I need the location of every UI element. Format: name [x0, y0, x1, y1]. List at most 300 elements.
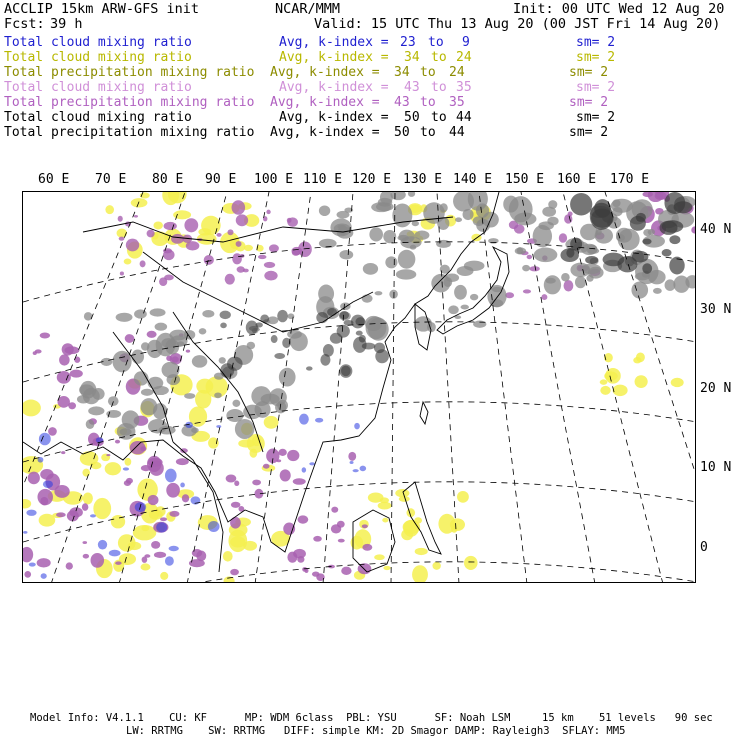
- high-cloud-patch: [330, 218, 351, 236]
- low-cloud-patch: [125, 458, 132, 466]
- high-cloud-patch: [112, 351, 131, 373]
- thin-cloud-patch: [360, 466, 367, 472]
- high-cloud-core: [669, 235, 680, 244]
- high-cloud-patch: [117, 423, 136, 440]
- high-cloud-patch: [522, 265, 530, 272]
- mid-cloud-patch: [232, 200, 246, 214]
- model-info-line1: Model Info: V4.1.1 CU: KF MP: WDM 6class PBL: YSU SF: Noah LSM 15 km 51 levels 90 sec: [30, 712, 713, 724]
- lon-label: 90 E: [205, 172, 237, 187]
- high-cloud-patch: [612, 207, 623, 216]
- legend-row-3-kfrom: 43: [404, 80, 420, 95]
- mid-cloud-patch: [298, 241, 312, 257]
- low-cloud-patch: [395, 489, 409, 497]
- high-cloud-patch: [454, 285, 467, 300]
- legend-row-4-sm: sm= 2: [569, 95, 609, 110]
- high-cloud-core: [560, 248, 578, 262]
- high-cloud-core: [274, 353, 285, 359]
- mid-cloud-patch: [160, 517, 167, 521]
- mid-cloud-patch: [126, 478, 133, 484]
- thin-cloud-patch: [43, 480, 53, 488]
- mid-cloud-patch: [236, 214, 248, 226]
- high-cloud-patch: [235, 419, 255, 439]
- lat-label: 20 N: [700, 381, 732, 396]
- high-cloud-patch: [184, 393, 195, 399]
- thin-cloud-patch: [216, 425, 221, 428]
- mid-cloud-patch: [231, 502, 241, 508]
- mid-cloud-patch: [338, 539, 345, 543]
- low-cloud-patch: [264, 416, 279, 429]
- high-cloud-patch: [378, 198, 392, 207]
- high-cloud-patch: [86, 419, 95, 429]
- mid-cloud-patch: [118, 216, 123, 222]
- high-cloud-patch: [375, 291, 383, 295]
- mid-cloud-patch: [313, 536, 322, 542]
- legend-row-3-name: Total cloud mixing ratio: [4, 80, 192, 95]
- low-cloud-patch: [223, 551, 233, 562]
- mid-cloud-patch: [83, 554, 89, 559]
- lon-label: 150 E: [505, 172, 545, 187]
- legend-row-2-kfrom: 34: [394, 65, 410, 80]
- lon-label: 140 E: [453, 172, 493, 187]
- mid-cloud-patch: [48, 427, 57, 436]
- high-cloud-patch: [398, 250, 416, 269]
- high-cloud-patch: [616, 234, 625, 241]
- mid-cloud-patch: [362, 524, 368, 528]
- mid-cloud-patch: [263, 464, 270, 469]
- mid-cloud-patch: [126, 239, 139, 252]
- lat-label: 40 N: [700, 222, 732, 237]
- high-cloud-patch: [199, 328, 207, 334]
- high-cloud-patch: [363, 263, 378, 275]
- legend-row-2-avg: Avg, k-index =: [270, 65, 380, 80]
- title: ACCLIP 15km ARW-GFS init: [4, 1, 200, 17]
- legend-row-3-sm: sm= 2: [576, 80, 616, 95]
- thin-cloud-patch: [165, 469, 177, 483]
- legend-row-1-kto: 24: [456, 50, 472, 65]
- high-cloud-patch: [318, 285, 334, 303]
- lon-label: 130 E: [403, 172, 443, 187]
- high-cloud-core: [327, 308, 337, 316]
- lon-label: 160 E: [557, 172, 597, 187]
- forecast-label: Fcst:: [4, 16, 45, 32]
- legend-row-2-name: Total precipitation mixing ratio: [4, 65, 255, 80]
- high-cloud-patch: [545, 278, 555, 284]
- low-cloud-patch: [105, 462, 121, 475]
- high-cloud-patch: [534, 248, 558, 263]
- high-cloud-patch: [88, 406, 104, 415]
- high-cloud-patch: [232, 400, 240, 407]
- high-cloud-patch: [461, 305, 469, 310]
- high-cloud-patch: [161, 338, 176, 348]
- mid-cloud-patch: [171, 234, 184, 244]
- mid-cloud-patch: [362, 544, 372, 551]
- high-cloud-patch: [436, 240, 451, 248]
- mid-cloud-patch: [134, 215, 138, 218]
- high-cloud-patch: [470, 294, 478, 301]
- high-cloud-patch: [612, 199, 620, 207]
- high-cloud-patch: [339, 250, 353, 260]
- mid-cloud-patch: [64, 346, 79, 354]
- low-cloud-patch: [457, 491, 469, 503]
- low-cloud-patch: [140, 563, 150, 570]
- mid-cloud-patch: [564, 280, 574, 291]
- legend-row-0-kfrom: 23: [400, 35, 416, 50]
- low-cloud-patch: [382, 518, 388, 523]
- high-cloud-patch: [561, 273, 570, 281]
- high-cloud-core: [362, 343, 376, 350]
- legend-row-1-to: to: [431, 50, 447, 65]
- low-cloud-patch: [633, 357, 641, 363]
- high-cloud-patch: [319, 206, 330, 217]
- legend-row-3-to: to: [431, 80, 447, 95]
- legend-row-6-sm: sm= 2: [569, 125, 609, 140]
- mid-cloud-patch: [293, 478, 306, 485]
- low-cloud-patch: [450, 518, 465, 531]
- high-cloud-core: [220, 363, 234, 378]
- legend-row-0-sm: sm= 2: [576, 35, 616, 50]
- mid-cloud-patch: [59, 354, 70, 365]
- high-cloud-core: [374, 343, 385, 354]
- mid-cloud-patch: [66, 562, 73, 569]
- thin-cloud-patch: [180, 483, 185, 488]
- mid-cloud-patch: [28, 472, 40, 485]
- low-cloud-patch: [201, 216, 221, 235]
- high-cloud-core: [323, 344, 334, 357]
- high-cloud-patch: [515, 247, 526, 254]
- low-cloud-patch: [23, 499, 31, 508]
- high-cloud-core: [664, 192, 685, 214]
- low-cloud-patch: [117, 228, 127, 237]
- legend-row-5-sm: sm= 2: [576, 110, 616, 125]
- legend-row-1-name: Total cloud mixing ratio: [4, 50, 192, 65]
- legend-row-4-name: Total precipitation mixing ratio: [4, 95, 255, 110]
- low-cloud-patch: [131, 198, 148, 207]
- legend-row-5-name: Total cloud mixing ratio: [4, 110, 192, 125]
- high-cloud-patch: [155, 323, 168, 331]
- legend-row-0-to: to: [428, 35, 444, 50]
- thin-cloud-patch: [208, 521, 220, 532]
- legend-row-1-sm: sm= 2: [576, 50, 616, 65]
- mid-cloud-patch: [252, 480, 261, 486]
- high-cloud-patch: [423, 202, 445, 224]
- high-cloud-core: [255, 322, 262, 327]
- high-cloud-core: [277, 310, 288, 322]
- mid-cloud-patch: [204, 255, 214, 265]
- thin-cloud-patch: [156, 522, 167, 532]
- low-cloud-patch: [351, 536, 363, 550]
- low-cloud-patch: [415, 548, 428, 555]
- thin-cloud-patch: [302, 467, 307, 472]
- mid-cloud-patch: [276, 459, 281, 462]
- low-cloud-patch: [82, 469, 90, 477]
- coastline-taiwan: [420, 402, 428, 424]
- high-cloud-core: [339, 364, 352, 378]
- thin-cloud-patch: [123, 467, 129, 470]
- low-cloud-patch: [90, 462, 101, 469]
- mid-cloud-patch: [56, 512, 66, 517]
- high-cloud-core: [220, 311, 231, 319]
- lat-label: 0: [700, 540, 708, 555]
- high-cloud-patch: [226, 409, 243, 422]
- forecast-map[interactable]: [22, 191, 696, 583]
- mid-cloud-patch: [37, 558, 51, 567]
- legend-row-6-avg: Avg, k-index =: [270, 125, 380, 140]
- mid-cloud-patch: [266, 210, 270, 215]
- mid-cloud-patch: [341, 567, 351, 575]
- cloud-field-layer: [23, 192, 696, 583]
- legend-row-4-to: to: [420, 95, 436, 110]
- mid-cloud-patch: [33, 351, 37, 355]
- mid-cloud-patch: [169, 511, 179, 517]
- lat-label: 30 N: [700, 302, 732, 317]
- mid-cloud-patch: [287, 218, 292, 223]
- mid-cloud-patch: [115, 561, 122, 565]
- high-cloud-patch: [153, 403, 167, 419]
- mid-cloud-patch: [523, 289, 531, 293]
- high-cloud-patch: [141, 342, 149, 350]
- lon-label: 80 E: [152, 172, 184, 187]
- low-cloud-patch: [635, 375, 648, 388]
- mid-cloud-patch: [186, 350, 190, 353]
- mid-cloud-patch: [148, 495, 159, 505]
- legend-row-1-avg: Avg, k-index =: [279, 50, 389, 65]
- legend-row-5-to: to: [431, 110, 447, 125]
- mid-cloud-patch: [243, 269, 249, 273]
- high-cloud-patch: [408, 192, 415, 197]
- legend-row-5-kto: 44: [456, 110, 472, 125]
- legend-row-0-avg: Avg, k-index =: [279, 35, 389, 50]
- mid-cloud-patch: [144, 554, 150, 557]
- high-cloud-core: [642, 263, 652, 274]
- high-cloud-patch: [279, 368, 296, 387]
- legend-row-5-kfrom: 50: [404, 110, 420, 125]
- mid-cloud-patch: [236, 241, 242, 247]
- mid-cloud-patch: [147, 331, 157, 338]
- thin-cloud-patch: [39, 433, 51, 446]
- mid-cloud-patch: [264, 271, 277, 281]
- lon-label: 70 E: [95, 172, 127, 187]
- lon-label: 60 E: [38, 172, 70, 187]
- high-cloud-patch: [147, 340, 163, 358]
- high-cloud-patch: [108, 396, 119, 406]
- high-cloud-patch: [92, 388, 104, 400]
- mid-cloud-patch: [527, 255, 532, 259]
- high-cloud-patch: [581, 264, 601, 275]
- mid-cloud-patch: [141, 465, 151, 471]
- mid-cloud-patch: [40, 333, 50, 339]
- mid-cloud-patch: [115, 440, 120, 444]
- mid-cloud-patch: [130, 441, 146, 454]
- mid-cloud-patch: [68, 402, 76, 409]
- init-time: Init: 00 UTC Wed 12 Aug 20: [513, 1, 725, 17]
- low-cloud-patch: [412, 565, 428, 583]
- thin-cloud-patch: [354, 423, 360, 430]
- mid-cloud-patch: [37, 489, 53, 505]
- high-cloud-patch: [396, 269, 416, 279]
- high-cloud-core: [591, 208, 614, 227]
- low-cloud-patch: [600, 386, 610, 395]
- thin-cloud-patch: [353, 469, 359, 472]
- forecast-hours: 39 h: [50, 16, 83, 32]
- high-cloud-patch: [191, 428, 199, 433]
- mid-cloud-patch: [691, 226, 696, 233]
- mid-cloud-patch: [278, 449, 286, 456]
- thin-cloud-patch: [299, 414, 309, 425]
- mid-cloud-patch: [226, 474, 237, 482]
- low-cloud-patch: [133, 525, 157, 540]
- high-cloud-patch: [548, 200, 557, 209]
- mid-cloud-patch: [302, 567, 307, 572]
- mid-cloud-patch: [298, 515, 309, 523]
- legend-row-2-sm: sm= 2: [569, 65, 609, 80]
- model-info-line2: LW: RRTMG SW: RRTMG DIFF: simple KM: 2D Smagor DAMP: Rayleigh3 SFLAY: MM5: [126, 725, 626, 737]
- high-cloud-patch: [134, 309, 147, 318]
- mid-cloud-patch: [264, 262, 275, 268]
- mid-cloud-patch: [216, 233, 221, 237]
- thin-cloud-patch: [41, 573, 47, 579]
- lon-label: 100 E: [254, 172, 294, 187]
- high-cloud-core: [337, 325, 350, 338]
- mid-cloud-patch: [559, 233, 567, 243]
- mid-cloud-patch: [189, 559, 205, 567]
- high-cloud-patch: [219, 357, 226, 364]
- mid-cloud-patch: [163, 248, 172, 253]
- mid-cloud-patch: [82, 541, 87, 544]
- high-cloud-patch: [141, 389, 153, 396]
- thin-cloud-patch: [109, 550, 121, 557]
- mid-cloud-patch: [125, 334, 135, 343]
- mid-cloud-patch: [164, 222, 177, 230]
- low-cloud-patch: [105, 205, 114, 214]
- mid-cloud-patch: [225, 274, 235, 285]
- legend-row-5-avg: Avg, k-index =: [279, 110, 389, 125]
- high-cloud-patch: [84, 312, 92, 321]
- high-cloud-patch: [448, 305, 459, 314]
- mid-cloud-patch: [147, 230, 155, 238]
- low-cloud-patch: [464, 556, 478, 570]
- thin-cloud-patch: [165, 556, 174, 566]
- high-cloud-core: [316, 312, 328, 323]
- mid-cloud-patch: [91, 553, 105, 568]
- high-cloud-core: [662, 249, 672, 256]
- thin-cloud-patch: [98, 540, 107, 550]
- high-cloud-patch: [575, 276, 586, 288]
- legend-row-1-kfrom: 34: [404, 50, 420, 65]
- mid-cloud-patch: [234, 481, 239, 487]
- mid-cloud-patch: [61, 451, 65, 454]
- high-cloud-patch: [538, 221, 553, 230]
- low-cloud-patch: [83, 492, 93, 504]
- low-cloud-patch: [160, 572, 168, 580]
- high-cloud-core: [585, 256, 598, 264]
- thin-cloud-patch: [90, 514, 96, 517]
- legend-row-3-kto: 35: [456, 80, 472, 95]
- high-cloud-core: [642, 238, 651, 244]
- low-cloud-patch: [471, 234, 481, 241]
- high-cloud-core: [570, 193, 592, 216]
- legend-row-2-kto: 24: [449, 65, 465, 80]
- mid-cloud-patch: [192, 549, 202, 557]
- low-cloud-patch: [432, 562, 440, 570]
- high-cloud-core: [660, 221, 678, 235]
- mid-cloud-patch: [514, 224, 525, 233]
- border-line: [143, 252, 373, 332]
- high-cloud-patch: [202, 310, 214, 318]
- legend-row-4-kfrom: 43: [394, 95, 410, 110]
- high-cloud-core: [246, 321, 258, 335]
- high-cloud-core: [306, 366, 313, 370]
- thin-cloud-patch: [169, 546, 179, 551]
- mid-cloud-patch: [348, 452, 356, 461]
- low-cloud-patch: [613, 385, 628, 396]
- mid-cloud-patch: [140, 260, 146, 267]
- mid-cloud-patch: [269, 244, 279, 252]
- mid-cloud-patch: [283, 523, 295, 535]
- low-cloud-patch: [93, 498, 111, 519]
- mid-cloud-patch: [154, 552, 166, 558]
- mid-cloud-patch: [24, 571, 31, 578]
- high-cloud-patch: [455, 217, 462, 222]
- high-cloud-patch: [369, 227, 383, 241]
- mid-cloud-patch: [230, 569, 239, 575]
- mid-cloud-patch: [230, 517, 241, 529]
- lon-label: 120 E: [352, 172, 392, 187]
- low-cloud-patch: [118, 534, 136, 551]
- mid-cloud-patch: [166, 483, 180, 498]
- legend-row-0-kto: 9: [462, 35, 470, 50]
- high-cloud-patch: [653, 288, 662, 294]
- mid-cloud-patch: [106, 454, 110, 456]
- low-cloud-patch: [374, 554, 385, 560]
- mid-cloud-patch: [287, 552, 297, 563]
- thin-cloud-patch: [26, 510, 36, 516]
- low-cloud-patch: [600, 379, 608, 384]
- high-cloud-patch: [385, 256, 397, 268]
- high-cloud-patch: [490, 299, 503, 307]
- mid-cloud-patch: [529, 266, 539, 271]
- high-cloud-core: [632, 251, 648, 263]
- high-cloud-patch: [152, 386, 169, 395]
- legend-row-4-kto: 35: [449, 95, 465, 110]
- lat-label: 10 N: [700, 460, 732, 475]
- lon-label: 110 E: [303, 172, 343, 187]
- low-cloud-patch: [23, 400, 41, 417]
- high-cloud-patch: [192, 355, 207, 367]
- legend-row-6-name: Total precipitation mixing ratio: [4, 125, 255, 140]
- legend-row-4-avg: Avg, k-index =: [270, 95, 380, 110]
- mid-cloud-patch: [23, 547, 33, 562]
- high-cloud-patch: [148, 419, 167, 433]
- high-cloud-patch: [665, 279, 676, 291]
- high-cloud-patch: [247, 342, 255, 350]
- high-cloud-patch: [643, 229, 651, 236]
- high-cloud-core: [339, 311, 349, 319]
- high-cloud-patch: [414, 316, 432, 331]
- high-cloud-core: [636, 213, 646, 222]
- mid-cloud-patch: [258, 255, 267, 259]
- mid-cloud-patch: [184, 218, 198, 232]
- mid-cloud-patch: [227, 229, 233, 235]
- high-cloud-patch: [214, 392, 222, 398]
- legend-row-0-name: Total cloud mixing ratio: [4, 35, 192, 50]
- legend-row-2-to: to: [420, 65, 436, 80]
- valid-time: Valid: 15 UTC Thu 13 Aug 20 (00 JST Fri 14 Aug 20): [314, 16, 721, 32]
- thin-cloud-patch: [23, 531, 28, 534]
- legend-row-3-avg: Avg, k-index =: [279, 80, 389, 95]
- high-cloud-patch: [362, 294, 373, 302]
- mid-cloud-patch: [70, 370, 83, 378]
- organization: NCAR/MMM: [275, 1, 341, 17]
